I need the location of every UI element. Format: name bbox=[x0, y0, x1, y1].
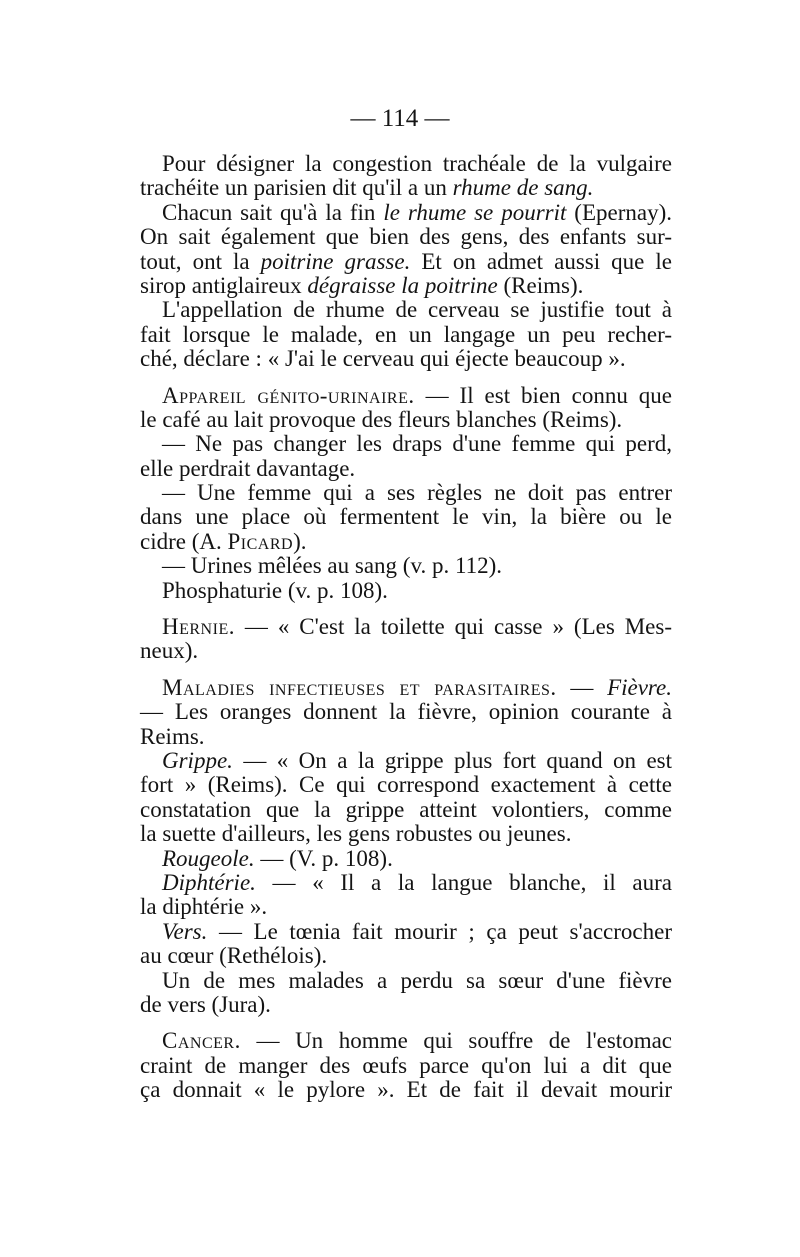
text-line bbox=[140, 579, 672, 603]
page-number: — 114 — bbox=[350, 105, 450, 132]
text-line bbox=[140, 1078, 672, 1102]
text-run: dans une place où fermentent le vin, la bière ou le bbox=[140, 504, 672, 530]
text-run: — Le tœnia fait mourir ; ça peut s'accrocher bbox=[207, 918, 672, 944]
text-line bbox=[140, 432, 672, 456]
text-line bbox=[140, 481, 672, 505]
paragraph bbox=[140, 579, 672, 603]
text-line bbox=[140, 969, 672, 993]
text-line bbox=[140, 152, 672, 176]
text-run: la suette d'ailleurs, les gens robustes ou jeunes. bbox=[140, 821, 572, 847]
text-run: Phosphaturie (v. p. 108). bbox=[162, 577, 388, 603]
text-run: cidre (A. bbox=[140, 528, 228, 554]
text-run: neux). bbox=[140, 638, 199, 664]
text-line bbox=[140, 993, 672, 1017]
text-run: — Un homme qui souffre de l'estomac bbox=[240, 1028, 672, 1054]
text-run: — Il est bien connu que bbox=[414, 382, 672, 408]
paragraph bbox=[140, 749, 672, 847]
text-run: — Urines mêlées au sang (v. p. 112). bbox=[162, 553, 503, 579]
text-run: elle perdrait davantage. bbox=[140, 455, 356, 481]
italic-text: Vers. bbox=[162, 918, 208, 944]
text-run: — « C'est la toilette qui casse » (Les Mes- bbox=[234, 614, 672, 640]
italic-text: Grippe. bbox=[162, 747, 233, 773]
text-run: sirop antiglaireux bbox=[140, 272, 308, 298]
text-run: L'appellation de rhume de cerveau se justifie tout à bbox=[162, 297, 672, 323]
text-run: — Ne pas changer les draps d'une femme qui perd, bbox=[162, 431, 672, 457]
italic-text: Fièvre. bbox=[607, 674, 672, 700]
text-run: Chacun sait qu'à la fin bbox=[162, 199, 384, 225]
paragraph bbox=[140, 432, 672, 481]
text-run: ché, déclare : « J'ai le cerveau qui éjecte beaucoup ». bbox=[140, 346, 626, 372]
text-line bbox=[140, 676, 672, 700]
text-line bbox=[140, 505, 672, 529]
small-caps-heading: Hernie. bbox=[162, 614, 235, 640]
paragraph bbox=[140, 676, 672, 749]
paragraph bbox=[140, 298, 672, 371]
paragraph bbox=[140, 152, 672, 201]
text-line bbox=[140, 798, 672, 822]
text-run: le café au lait provoque des fleurs blanches (Reims). bbox=[140, 406, 623, 432]
italic-text: Rougeole. bbox=[162, 845, 255, 871]
text-run: Et on admet aussi que le bbox=[410, 248, 672, 274]
text-line bbox=[140, 725, 672, 749]
text-line bbox=[140, 749, 672, 773]
text-run: — Une femme qui a ses règles ne doit pas entrer bbox=[162, 480, 672, 506]
paragraph bbox=[140, 847, 672, 871]
text-run: la diphtérie ». bbox=[140, 894, 268, 920]
text-line bbox=[140, 847, 672, 871]
text-run: Reims. bbox=[140, 723, 205, 749]
text-line bbox=[140, 530, 672, 554]
text-run: — « On a la grippe plus fort quand on est bbox=[232, 747, 672, 773]
text-run: — Les oranges donnent la fièvre, opinion courante à bbox=[140, 699, 672, 725]
text-run: craint de manger des œufs parce qu'on lui a dit que bbox=[140, 1052, 672, 1078]
text-line bbox=[140, 554, 672, 578]
text-run: Pour désigner la congestion trachéale de la vulgaire bbox=[162, 151, 672, 176]
paragraph bbox=[140, 481, 672, 554]
small-caps-heading: Picard bbox=[227, 528, 294, 554]
text-run: ça donnait « le pylore ». Et de fait il devait mourir bbox=[140, 1077, 672, 1103]
text-line bbox=[140, 822, 672, 846]
text-line bbox=[140, 773, 672, 797]
text-run: (Epernay). bbox=[566, 199, 672, 225]
italic-text: le rhume se pourrit bbox=[383, 199, 567, 225]
text-line bbox=[140, 895, 672, 919]
text-line bbox=[140, 639, 672, 663]
text-line bbox=[140, 1054, 672, 1078]
paragraph bbox=[140, 920, 672, 969]
text-run: fort » (Reims). Ce qui correspond exactement à cette bbox=[140, 772, 672, 798]
italic-text: rhume de sang. bbox=[452, 175, 594, 201]
text-run: au cœur (Rethélois). bbox=[140, 943, 328, 969]
text-run: — bbox=[556, 674, 608, 700]
text-run: (Reims). bbox=[497, 272, 584, 298]
text-run: fait lorsque le malade, en un langage un peu recher- bbox=[140, 321, 672, 347]
italic-text: Diphtérie. bbox=[162, 869, 256, 895]
text-line bbox=[140, 201, 672, 225]
paragraph bbox=[140, 615, 672, 664]
text-run: trachéite un parisien dit qu'il a un bbox=[140, 175, 453, 201]
text-line bbox=[140, 920, 672, 944]
text-line bbox=[140, 250, 672, 274]
paragraph bbox=[140, 871, 672, 920]
paragraph bbox=[140, 201, 672, 299]
text-line bbox=[140, 944, 672, 968]
text-line bbox=[140, 298, 672, 322]
paragraph bbox=[140, 384, 672, 433]
paragraph bbox=[140, 554, 672, 578]
text-run: de vers (Jura). bbox=[140, 991, 271, 1017]
text-line bbox=[140, 274, 672, 298]
text-line bbox=[140, 384, 672, 408]
text-line bbox=[140, 225, 672, 249]
italic-text: dégraisse la poitrine bbox=[307, 272, 498, 298]
paragraph bbox=[140, 969, 672, 1018]
text-run: ). bbox=[293, 528, 307, 554]
italic-text: poitrine grasse. bbox=[260, 248, 411, 274]
text-run: constatation que la grippe atteint volontiers, comme bbox=[140, 796, 672, 822]
text-line bbox=[140, 176, 672, 200]
text-line bbox=[140, 1029, 672, 1053]
text-run: tout, ont la bbox=[140, 248, 261, 274]
text-line bbox=[140, 408, 672, 432]
small-caps-heading: Appareil génito-urinaire. bbox=[162, 382, 415, 408]
text-line bbox=[140, 323, 672, 347]
small-caps-heading: Cancer. bbox=[162, 1028, 241, 1054]
text-line bbox=[140, 700, 672, 724]
text-run: — (V. p. 108). bbox=[254, 845, 393, 871]
small-caps-heading: Maladies infectieuses et parasitaires. bbox=[162, 674, 557, 700]
text-run: Un de mes malades a perdu sa sœur d'une fièvre bbox=[162, 967, 672, 993]
text-run: — « Il a la langue blanche, il aura bbox=[255, 869, 672, 895]
text-line bbox=[140, 615, 672, 639]
text-line bbox=[140, 871, 672, 895]
text-line bbox=[140, 457, 672, 481]
paragraph bbox=[140, 1029, 672, 1102]
body-text bbox=[140, 152, 672, 1102]
text-run: On sait également que bien des gens, des enfants sur- bbox=[140, 224, 672, 250]
text-line bbox=[140, 347, 672, 371]
